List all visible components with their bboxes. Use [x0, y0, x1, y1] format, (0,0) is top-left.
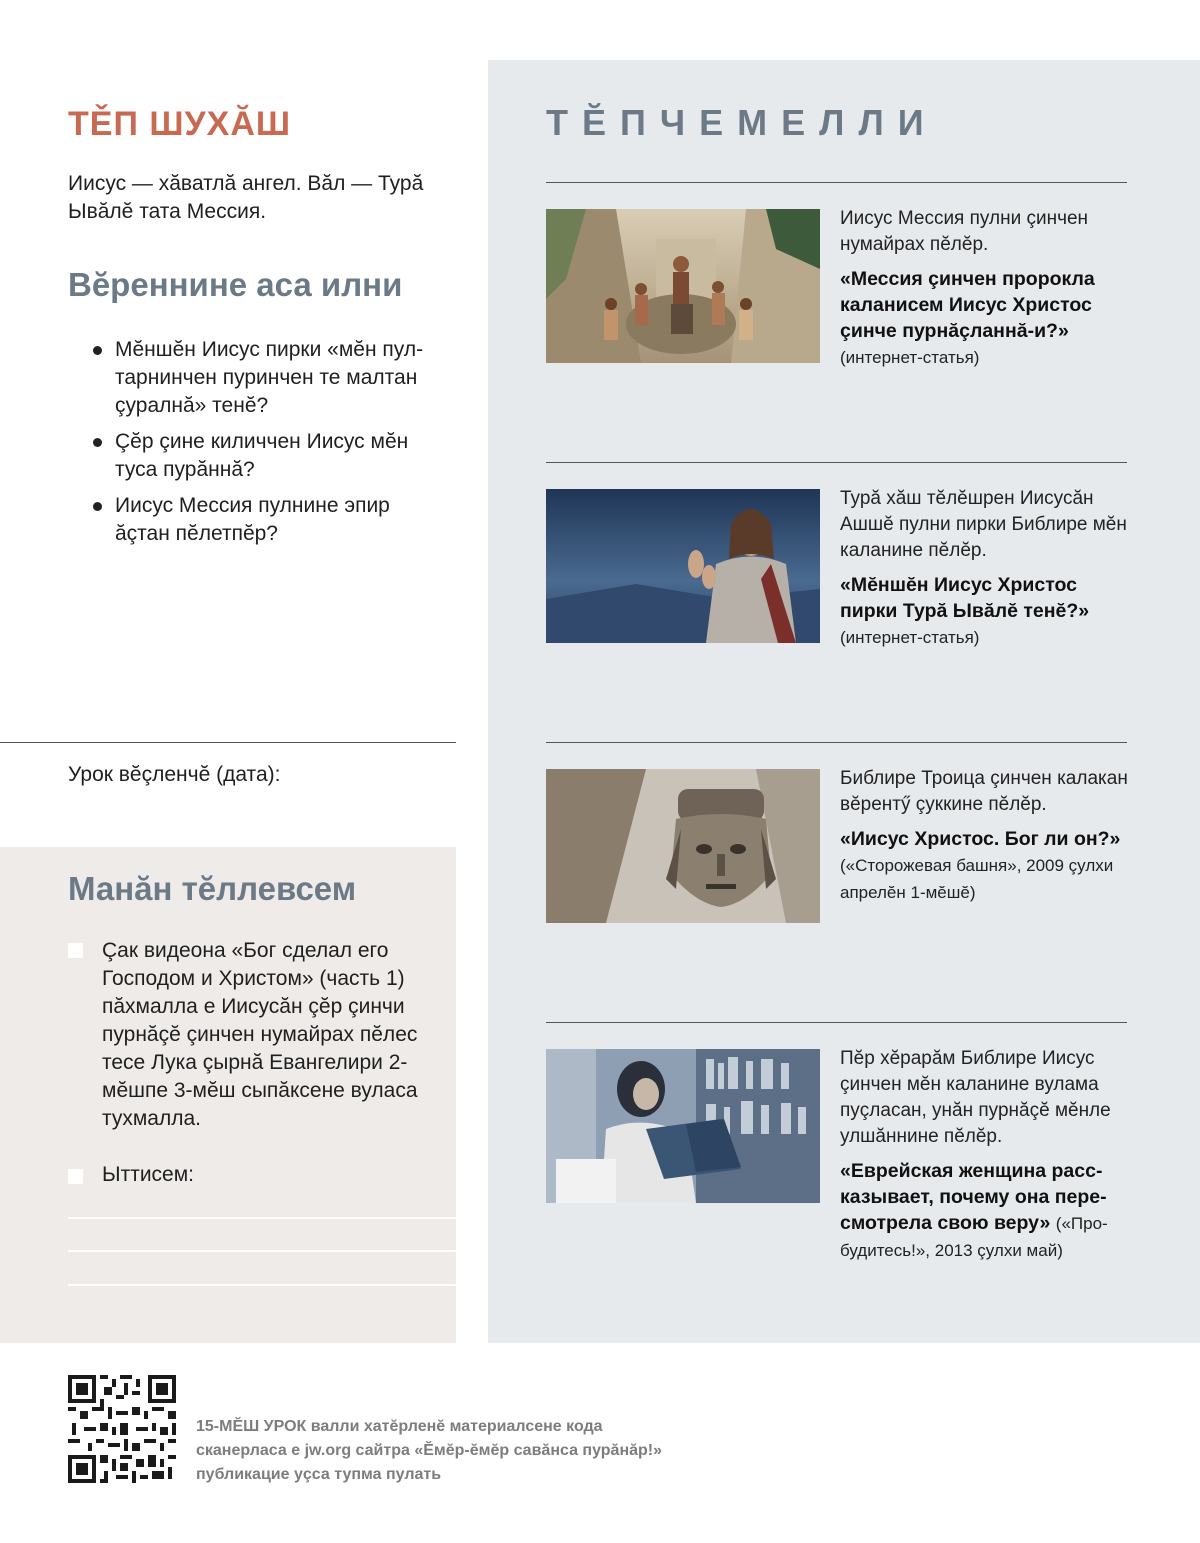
- divider: [546, 742, 1127, 743]
- goal-task-text: Çак видеона «Бог сделал его Господом и Христом» (часть 1) пăхмалла е Иисусăн çĕр çинчи пурнăçĕ çинчен нумайрах пĕлес тесе Лука çырнă Евангелири 2-мĕшпе 3-мĕш сыпăксене вуласа тухмалла.: [102, 939, 418, 1130]
- research-item-title[interactable]: «Иисус Христос. Бог ли он?»: [840, 828, 1121, 850]
- research-item-link[interactable]: [840, 572, 1130, 651]
- jesus-entering-jerusalem-image[interactable]: [546, 209, 820, 363]
- review-question-list: [90, 336, 450, 556]
- research-heading: ТĔПЧЕМЕЛЛИ: [546, 102, 938, 143]
- review-question-text: Иисус Мессия пулнине эпир ăçтан пĕлетпĕр?: [115, 494, 390, 545]
- main-point-heading: ТĚП ШУХĂШ: [68, 105, 292, 143]
- review-question: [90, 492, 450, 548]
- research-item-link[interactable]: [840, 266, 1130, 371]
- research-item-description: Библире Троица çинчен калакан вĕрентӳ çуккине пĕлĕр.: [840, 768, 1128, 815]
- divider: [546, 462, 1127, 463]
- research-item-title[interactable]: «Еврейская женщина рассказывает, почему она пересмотрела свою веру»: [840, 1160, 1107, 1234]
- research-item-source: (интернет-статья): [840, 348, 980, 367]
- bullet-icon: [93, 438, 102, 447]
- divider: [546, 182, 1127, 183]
- review-question-text: Мĕншĕн Иисус пирки «мĕн пултарнинчен пуринчен те малтан çуралнă» тенĕ?: [115, 338, 424, 417]
- jesus-praying-image[interactable]: [546, 489, 820, 643]
- research-item: [840, 1046, 1130, 1264]
- other-goal-label: Ыттисем:: [102, 1163, 195, 1186]
- divider: [0, 742, 456, 743]
- research-item-link[interactable]: [840, 1158, 1130, 1264]
- research-item-link[interactable]: [840, 826, 1130, 906]
- bullet-icon: [93, 346, 102, 355]
- research-item-title[interactable]: «Мĕншĕн Иисус Христос пирки Турă Ывăлĕ тенĕ?»: [840, 574, 1090, 622]
- research-item-source: (интернет-статья): [840, 628, 980, 647]
- goals-heading: Манăн тĕллевсем: [68, 870, 357, 907]
- review-question: [90, 336, 450, 420]
- lesson-date-label: Урок вĕçленчĕ (дата):: [68, 763, 281, 786]
- main-point-text: Иисус — хăватлă ангел. Вăл — Турă Ывăлĕ тата Мессия.: [68, 172, 424, 223]
- review-question: [90, 428, 450, 484]
- write-in-line[interactable]: [68, 1284, 456, 1286]
- research-item-source: («Сторожевая башня», 2009 çулхи апрелĕн 1-мĕшĕ): [840, 856, 1114, 902]
- trinity-stone-carving-image[interactable]: [546, 769, 820, 923]
- write-in-line[interactable]: [68, 1250, 456, 1252]
- research-item: [840, 206, 1130, 371]
- review-heading: Вĕреннине аса илни: [68, 266, 403, 303]
- research-item-title[interactable]: «Мессия çинчен пророкла каланисем Иисус Христос çинче пурнăçланнă-и?»: [840, 268, 1095, 342]
- research-item-description: Пĕр хĕрарăм Библире Иисус çинчен мĕн каланине вулама пуçласан, унăн пурнăçĕ мĕнле улшăннине пĕлĕр.: [840, 1048, 1111, 1147]
- research-item-description: Турă хăш тĕлĕшрен Иисусăн Ашшĕ пулни пирки Библире мĕн каланине пĕлĕр.: [840, 488, 1127, 561]
- other-goal-checkbox[interactable]: [68, 1169, 83, 1184]
- divider: [546, 1022, 1127, 1023]
- research-item: [840, 486, 1130, 651]
- footer-note: 15-МĔШ УРОК валли хатĕрленĕ материалсене кода сканерласа е jw.org сайтра «Ĕмĕр-ĕмĕр савăнса пурăнăр!» публикацие уçса тупма пулать: [196, 1418, 662, 1483]
- qr-code-icon[interactable]: [68, 1375, 176, 1483]
- research-item-description: Иисус Мессия пулни çинчен нумайрах пĕлĕр.: [840, 208, 1089, 255]
- research-item: [840, 766, 1130, 906]
- research-item-source: («Пробудитесь!», 2013 çулхи май): [840, 1214, 1108, 1260]
- write-in-line[interactable]: [68, 1217, 456, 1219]
- review-question-text: Çĕр çине киличчен Иисус мĕн туса пурăннă?: [115, 430, 409, 481]
- bullet-icon: [93, 502, 102, 511]
- goal-checkbox[interactable]: [68, 943, 83, 958]
- woman-reading-book-image[interactable]: [546, 1049, 820, 1203]
